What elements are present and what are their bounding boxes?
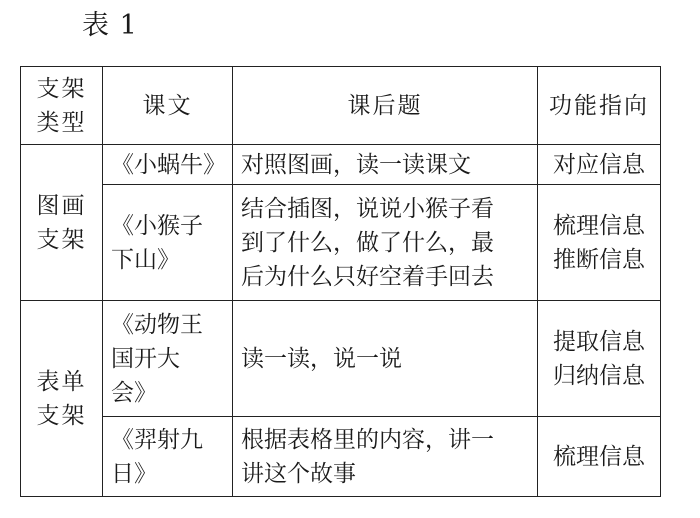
table-caption: 表 1 (82, 10, 138, 41)
function-cell: 梳理信息 推断信息 (538, 185, 661, 301)
table-row (21, 185, 661, 301)
table-row (21, 301, 661, 417)
header-row (21, 67, 661, 145)
header-type: 支架 类型 (21, 67, 103, 145)
question-cell: 结合插图，说说小猴子看 到了什么，做了什么，最 后为什么只好空着手回去 (233, 185, 538, 301)
text-cell: 《动物王 国开大 会》 (103, 301, 233, 417)
scaffold-table (20, 66, 661, 497)
question-cell: 根据表格里的内容，讲一 讲这个故事 (233, 417, 538, 497)
question-cell: 对照图画，读一读课文 (233, 145, 538, 185)
text-cell: 《羿射九 日》 (103, 417, 233, 497)
question-cell: 读一读，说一说 (233, 301, 538, 417)
table-row (21, 417, 661, 497)
header-question: 课后题 (233, 67, 538, 145)
header-text: 课文 (103, 67, 233, 145)
header-function: 功能指向 (538, 67, 661, 145)
text-cell: 《小猴子 下山》 (103, 185, 233, 301)
group-table-scaffold: 表单 支架 (21, 301, 103, 497)
function-cell: 对应信息 (538, 145, 661, 185)
function-cell: 梳理信息 (538, 417, 661, 497)
function-cell: 提取信息 归纳信息 (538, 301, 661, 417)
text-cell: 《小蜗牛》 (103, 145, 233, 185)
group-picture-scaffold: 图画 支架 (21, 145, 103, 301)
table-row (21, 145, 661, 185)
